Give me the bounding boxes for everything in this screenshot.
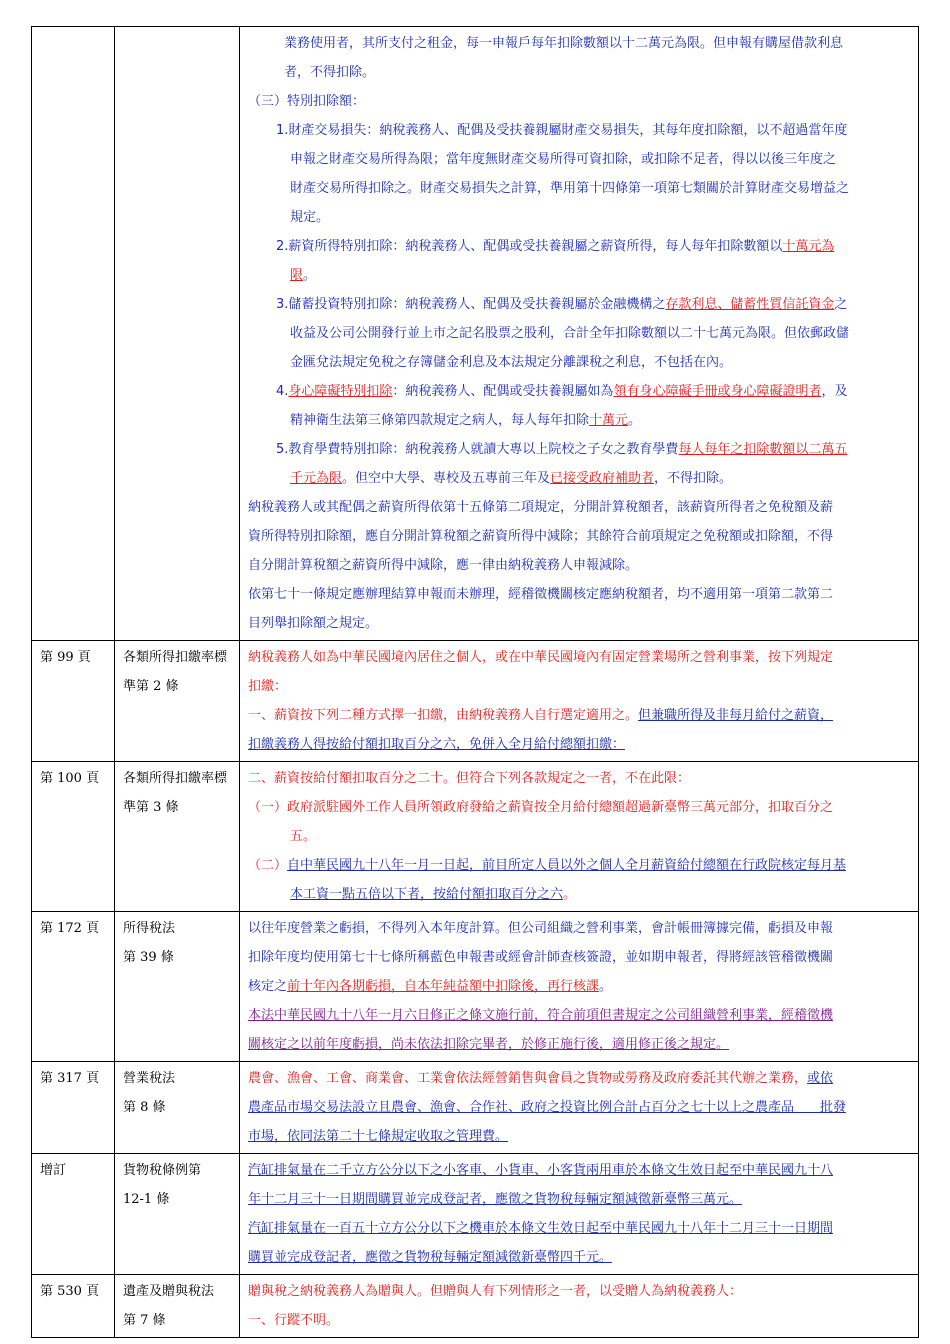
page-reference-cell bbox=[32, 27, 115, 641]
text-segment: 財產交易所得扣除之。財產交易損失之計算，準用第十四條第一項第七類關於計算財產交易增益之 bbox=[290, 181, 850, 196]
text-segment: 年十二月三十一日期間購買並完成登記者，應徵之貨物稅每輛定額減徵新臺幣三萬元。 bbox=[248, 1192, 743, 1207]
text-segment: 一、薪資按下列二種方式擇一扣繳，由納稅義務人自行選定適用之。 bbox=[248, 708, 639, 723]
text-segment: 存款利息、儲蓄性質信託資金 bbox=[665, 297, 835, 312]
law-article-cell bbox=[115, 762, 240, 912]
text-segment: 5.教育學費特別扣除：納稅義務人就讀大專以上院校之子女之教育學費 bbox=[276, 442, 679, 457]
text-segment: 汽缸排氣量在二千立方公分以下之小客車、小貨車、小客貨兩用車於本條文生效日起至中華民國九十八 bbox=[248, 1163, 834, 1178]
table-row bbox=[32, 641, 919, 762]
text-line bbox=[248, 493, 910, 522]
text-segment: 納稅義務人或其配偶之薪資所得依第十五條第二項規定，分開計算稅額者，該薪資所得者之免稅額及薪 bbox=[248, 500, 834, 515]
law-article: 遺產及贈與稅法 第 7 條 bbox=[123, 1284, 215, 1328]
text-line bbox=[248, 435, 910, 464]
table-row bbox=[32, 912, 919, 1062]
page-reference: 第 317 頁 bbox=[40, 1071, 100, 1086]
page-reference: 第 99 頁 bbox=[40, 650, 91, 665]
law-article: 貨物稅條例第 12-1 條 bbox=[123, 1163, 202, 1207]
amended-text-cell bbox=[240, 1062, 919, 1154]
text-segment: （一）政府派駐國外工作人員所領政府發給之薪資按全月給付總額超過新臺幣三萬元部分，扣取百分之 bbox=[248, 800, 834, 815]
text-segment: 扣繳義務人得按給付額扣取百分之六，免併入全月給付總額扣繳： bbox=[248, 737, 626, 752]
text-segment: 扣繳： bbox=[248, 679, 288, 694]
text-line bbox=[248, 319, 910, 348]
text-line bbox=[248, 261, 910, 290]
text-segment: 收益及公司公開發行並上市之記名股票之股利，合計全年扣除數額以二十七萬元為限。但依郵政儲 bbox=[290, 326, 850, 341]
text-segment: 汽缸排氣量在一百五十立方公分以下之機車於本條文生效日起至中華民國九十八年十二月三十一日期間 bbox=[248, 1221, 834, 1236]
text-segment: 身心障礙特別扣除 bbox=[288, 384, 393, 399]
text-segment: （三）特別扣除額： bbox=[248, 94, 366, 109]
text-segment: 自中華民國九十八年一月一日起，前目所定人員以外之個人全月薪資給付總額在行政院核定每月基 bbox=[287, 858, 847, 873]
text-segment: 贈與稅之納稅義務人為贈與人。但贈與人有下列情形之一者，以受贈人為納稅義務人： bbox=[248, 1284, 743, 1299]
law-article-cell bbox=[115, 1275, 240, 1338]
text-line bbox=[248, 793, 910, 822]
text-segment: 或依 bbox=[807, 1071, 834, 1086]
text-line bbox=[248, 1243, 910, 1272]
amended-text-cell bbox=[240, 1275, 919, 1338]
text-line bbox=[248, 580, 910, 609]
text-line bbox=[248, 348, 910, 377]
text-segment: 一、行蹤不明。 bbox=[248, 1313, 340, 1328]
text-segment: 已接受政府補助者 bbox=[550, 471, 655, 486]
text-line bbox=[248, 1156, 910, 1185]
text-line bbox=[248, 1277, 910, 1306]
text-segment: 市場，依同法第二十七條規定收取之管理費。 bbox=[248, 1129, 509, 1144]
text-segment: 依第七十一條規定應辦理結算申報而未辦理，經稽徵機關核定應納稅額者，均不適用第一項第二款第二 bbox=[248, 587, 834, 602]
text-line bbox=[248, 672, 910, 701]
text-segment: 以往年度營業之虧損，不得列入本年度計算。但公司組織之營利事業，會計帳冊簿據完備，虧損及申報 bbox=[248, 921, 834, 936]
page-reference-cell bbox=[32, 1154, 115, 1275]
text-line bbox=[248, 1122, 910, 1151]
text-segment: 自分開計算稅額之薪資所得中減除，應一律由納稅義務人申報減除。 bbox=[248, 558, 639, 573]
page-reference-cell bbox=[32, 912, 115, 1062]
amended-text-cell bbox=[240, 762, 919, 912]
text-segment: 二、薪資按給付額扣取百分之二十。但符合下列各款規定之一者，不在此限： bbox=[248, 771, 691, 786]
text-segment: 目列舉扣除額之規定。 bbox=[248, 616, 379, 631]
text-segment: 納稅義務人如為中華民國境內居住之個人，或在中華民國境內有固定營業場所之營利事業，按下列規定 bbox=[248, 650, 834, 665]
text-line bbox=[248, 145, 910, 174]
text-line bbox=[248, 730, 910, 759]
text-line bbox=[248, 943, 910, 972]
text-line bbox=[248, 643, 910, 672]
text-line bbox=[248, 551, 910, 580]
text-segment: 關核定之以前年度虧損，尚未依法扣除完畢者，於修正施行後，適用修正後之規定。 bbox=[248, 1037, 730, 1052]
text-segment: 每人每年之扣除數額以二萬五 bbox=[678, 442, 848, 457]
text-line bbox=[248, 609, 910, 638]
text-segment: 者，不得扣除。 bbox=[284, 65, 376, 80]
text-line bbox=[248, 174, 910, 203]
text-line bbox=[248, 1185, 910, 1214]
text-segment: （二） bbox=[248, 858, 288, 873]
text-segment: 五。 bbox=[290, 829, 317, 844]
text-segment: 之 bbox=[834, 297, 848, 312]
text-segment: 前十年內各期虧損，自本年純益額中扣除後，再行核課 bbox=[287, 979, 600, 994]
text-segment: 但兼職所得及非每月給付之薪資， bbox=[638, 708, 834, 723]
text-line bbox=[248, 464, 910, 493]
text-segment: 規定。 bbox=[290, 210, 330, 225]
text-segment: 。 bbox=[563, 887, 577, 902]
text-segment: 3.儲蓄投資特別扣除：納稅義務人、配偶及受扶養親屬於金融機構之 bbox=[276, 297, 666, 312]
table-row bbox=[32, 762, 919, 912]
table-row bbox=[32, 1275, 919, 1338]
text-segment: 1.財產交易損失：納稅義務人、配偶及受扶養親屬財產交易損失，其每年度扣除額，以不超過當年度 bbox=[276, 123, 848, 138]
text-line bbox=[248, 1064, 910, 1093]
text-segment: 本法中華民國九十八年一月六日修正之條文施行前，符合前項但書規定之公司組織營利事業，經稽徵機 bbox=[248, 1008, 834, 1023]
law-article: 各類所得扣繳率標準第 3 條 bbox=[123, 771, 228, 815]
text-line bbox=[248, 377, 910, 406]
text-line bbox=[248, 972, 910, 1001]
text-segment: 。 bbox=[599, 979, 613, 994]
text-line bbox=[248, 1306, 910, 1335]
text-line bbox=[248, 1001, 910, 1030]
text-line bbox=[248, 851, 910, 880]
text-segment: ，不得扣除。 bbox=[654, 471, 733, 486]
page-reference-cell bbox=[32, 1275, 115, 1338]
amended-text-cell bbox=[240, 27, 919, 641]
table-row bbox=[32, 1154, 919, 1275]
text-line bbox=[248, 522, 910, 551]
text-line bbox=[248, 87, 910, 116]
text-line bbox=[248, 701, 910, 730]
text-segment: 。 bbox=[628, 413, 642, 428]
text-segment: 資所得特別扣除額，應自分開計算稅額之薪資所得中減除；其餘符合前項規定之免稅額或扣除額，不得 bbox=[248, 529, 834, 544]
text-line bbox=[248, 764, 910, 793]
text-line bbox=[248, 203, 910, 232]
page-reference-cell bbox=[32, 1062, 115, 1154]
text-segment: 千元為限 bbox=[290, 471, 343, 486]
amended-text-cell bbox=[240, 912, 919, 1062]
text-segment: 購買並完成登記者，應徵之貨物稅每輛定額減徵新臺幣四千元。 bbox=[248, 1250, 613, 1265]
text-line bbox=[248, 822, 910, 851]
text-segment: 扣除年度均使用第七十七條所稱藍色申報書或經會計師查核簽證，並如期申報者，得將經該管稽徵機關 bbox=[248, 950, 834, 965]
text-segment: 。 bbox=[303, 268, 317, 283]
table-row bbox=[32, 1062, 919, 1154]
text-segment: ：納稅義務人、配偶或受扶養親屬如為 bbox=[392, 384, 614, 399]
law-article: 各類所得扣繳率標準第 2 條 bbox=[123, 650, 228, 694]
page-reference: 第 100 頁 bbox=[40, 771, 100, 786]
law-article-cell bbox=[115, 641, 240, 762]
page-reference: 第 172 頁 bbox=[40, 921, 100, 936]
text-segment: 十萬元為 bbox=[782, 239, 835, 254]
text-segment: 農會、漁會、工會、商業會、工業會依法經營銷售與會員之貨物或勞務及政府委託其代辦之業務， bbox=[248, 1071, 808, 1086]
amendment-table-body bbox=[32, 27, 919, 1338]
text-segment: 核定之 bbox=[248, 979, 288, 994]
text-line bbox=[248, 406, 910, 435]
text-segment: 金匯兌法規定免稅之存簿儲金利息及本法規定分離課稅之利息，不包括在內。 bbox=[290, 355, 733, 370]
text-segment: 精神衛生法第三條第四款規定之病人，每人每年扣除 bbox=[290, 413, 590, 428]
text-segment: 農產品市場交易法設立且農會、漁會、合作社、政府之投資比例合計占百分之七十以上之農產品 批發 bbox=[248, 1100, 847, 1115]
text-line bbox=[248, 914, 910, 943]
law-article-cell bbox=[115, 1062, 240, 1154]
text-line bbox=[248, 1214, 910, 1243]
text-line bbox=[248, 880, 910, 909]
text-segment: 4. bbox=[276, 384, 289, 399]
law-article: 所得稅法 第 39 條 bbox=[123, 921, 176, 965]
text-segment: 十萬元 bbox=[589, 413, 629, 428]
law-article-cell bbox=[115, 912, 240, 1062]
law-article-cell bbox=[115, 27, 240, 641]
page-reference: 增訂 bbox=[40, 1163, 67, 1178]
table-row bbox=[32, 27, 919, 641]
text-segment: 本工資一點五倍以下者，按給付額扣取百分之六 bbox=[290, 887, 564, 902]
text-segment: ，及 bbox=[821, 384, 848, 399]
text-line bbox=[248, 116, 910, 145]
text-line bbox=[248, 1030, 910, 1059]
text-line bbox=[248, 232, 910, 261]
page-reference-cell bbox=[32, 641, 115, 762]
page-reference-cell bbox=[32, 762, 115, 912]
law-article: 營業稅法 第 8 條 bbox=[123, 1071, 176, 1115]
text-segment: 2.薪資所得特別扣除：納稅義務人、配偶或受扶養親屬之薪資所得，每人每年扣除數額以 bbox=[276, 239, 783, 254]
text-segment: 業務使用者，其所支付之租金，每一申報戶每年扣除數額以十二萬元為限。但申報有購屋借款利息 bbox=[284, 36, 844, 51]
text-line bbox=[248, 58, 910, 87]
text-segment: 。但空中大學、專校及五專前三年及 bbox=[342, 471, 551, 486]
text-segment: 申報之財產交易所得為限；當年度無財產交易所得可資扣除，或扣除不足者，得以以後三年度之 bbox=[290, 152, 837, 167]
amended-text-cell bbox=[240, 1154, 919, 1275]
amendment-table bbox=[31, 26, 919, 1338]
amended-text-cell bbox=[240, 641, 919, 762]
text-segment: 限 bbox=[290, 268, 304, 283]
law-article-cell bbox=[115, 1154, 240, 1275]
text-segment: 領有身心障礙手冊或身心障礙證明者 bbox=[613, 384, 822, 399]
text-line bbox=[248, 29, 910, 58]
page-reference: 第 530 頁 bbox=[40, 1284, 100, 1299]
text-line bbox=[248, 1093, 910, 1122]
text-line bbox=[248, 290, 910, 319]
